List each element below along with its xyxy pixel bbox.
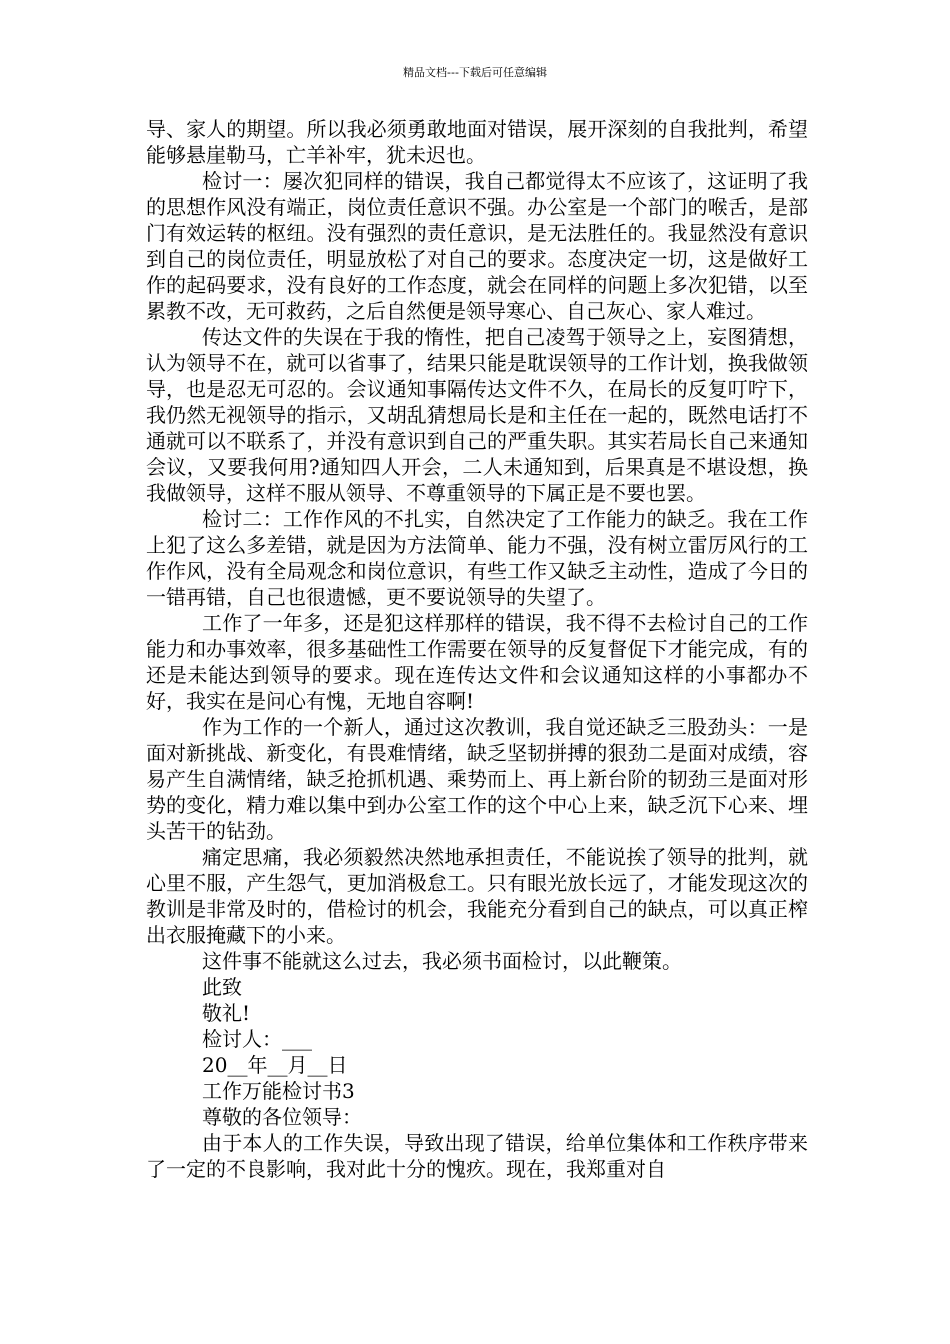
paragraph-3: 传达文件的失误在于我的惰性，把自己凌驾于领导之上，妄图猜想，认为领导不在，就可以省事了，结果只能是耽误领导的工作计划，换我做领导，也是忍无可忍的。会议通知事隔传达文件不久，在局长的反复叮咛下，我仍然无视领导的指示，又胡乱猜想局长是和主任在一起的，既然电话打不通就可以不联系了，并没有意识到自己的严重失职。其实若局长自己来通知会议，又要我何用?通知四人开会，二人未通知到，后果真是不堪设想，换我做领导，这样不服从领导、不尊重领导的下属正是不要也罢。: [146, 325, 808, 505]
page-header: 精品文档---下载后可任意编辑: [403, 66, 547, 79]
paragraph-2: 检讨一：屡次犯同样的错误，我自己都觉得太不应该了，这证明了我的思想作风没有端正，岗位责任意识不强。办公室是一个部门的喉舌，是部门有效运转的枢纽。没有强烈的责任意识，是无法胜任的。我显然没有意识到自己的岗位责任，明显放松了对自己的要求。态度决定一切，这是做好工作的起码要求，没有良好的工作态度，就会在同样的问题上多次犯错，以至累教不改，无可救药，之后自然便是领导寒心、自己灰心、家人难过。: [146, 169, 808, 323]
section-title: 工作万能检讨书3: [202, 1079, 355, 1103]
closing-salutation: 此致: [202, 975, 242, 999]
signature-line: 检讨人：___: [202, 1027, 312, 1051]
paragraph-5: 工作了一年多，还是犯这样那样的错误，我不得不去检讨自己的工作能力和办事效率，很多基础性工作需要在领导的反复督促下才能完成，有的还是未能达到领导的要求。现在连传达文件和会议通知这样的小事都办不好，我实在是问心有愧，无地自容啊!: [146, 611, 808, 713]
date-line: 20__年__月__日: [202, 1053, 348, 1077]
document-body: [146, 116, 808, 1182]
paragraph-1: 导、家人的期望。所以我必须勇敢地面对错误，展开深刻的自我批判，希望能够悬崖勒马，亡羊补牢，犹未迟也。: [146, 117, 808, 167]
paragraph-8: 这件事不能就这么过去，我必须书面检讨，以此鞭策。: [202, 949, 682, 973]
greeting: 尊敬的各位领导：: [202, 1105, 362, 1129]
paragraph-7: 痛定思痛，我必须毅然决然地承担责任，不能说挨了领导的批判，就心里不服，产生怨气，更加消极怠工。只有眼光放长远了，才能发现这次的教训是非常及时的，借检讨的机会，我能充分看到自己的缺点，可以真正榨出衣服掩藏下的小来。: [146, 845, 808, 947]
closing-regards: 敬礼!: [202, 1001, 251, 1025]
paragraph-6: 作为工作的一个新人，通过这次教训，我自觉还缺乏三股劲头：一是面对新挑战、新变化，有畏难情绪，缺乏坚韧拼搏的狠劲二是面对成绩，容易产生自满情绪，缺乏抢抓机遇、乘势而上、再上新台阶的韧劲三是面对形势的变化，精力难以集中到办公室工作的这个中心上来，缺乏沉下心来、埋头苦干的钻劲。: [146, 715, 808, 843]
paragraph-4: 检讨二：工作作风的不扎实，自然决定了工作能力的缺乏。我在工作上犯了这么多差错，就是因为方法简单、能力不强，没有树立雷厉风行的工作作风，没有全局观念和岗位意识，有些工作又缺乏主动性，造成了今日的一错再错，自己也很遗憾，更不要说领导的失望了。: [146, 507, 808, 609]
paragraph-last: 由于本人的工作失误，导致出现了错误，给单位集体和工作秩序带来了一定的不良影响，我对此十分的愧疚。现在，我郑重对自: [146, 1131, 808, 1181]
